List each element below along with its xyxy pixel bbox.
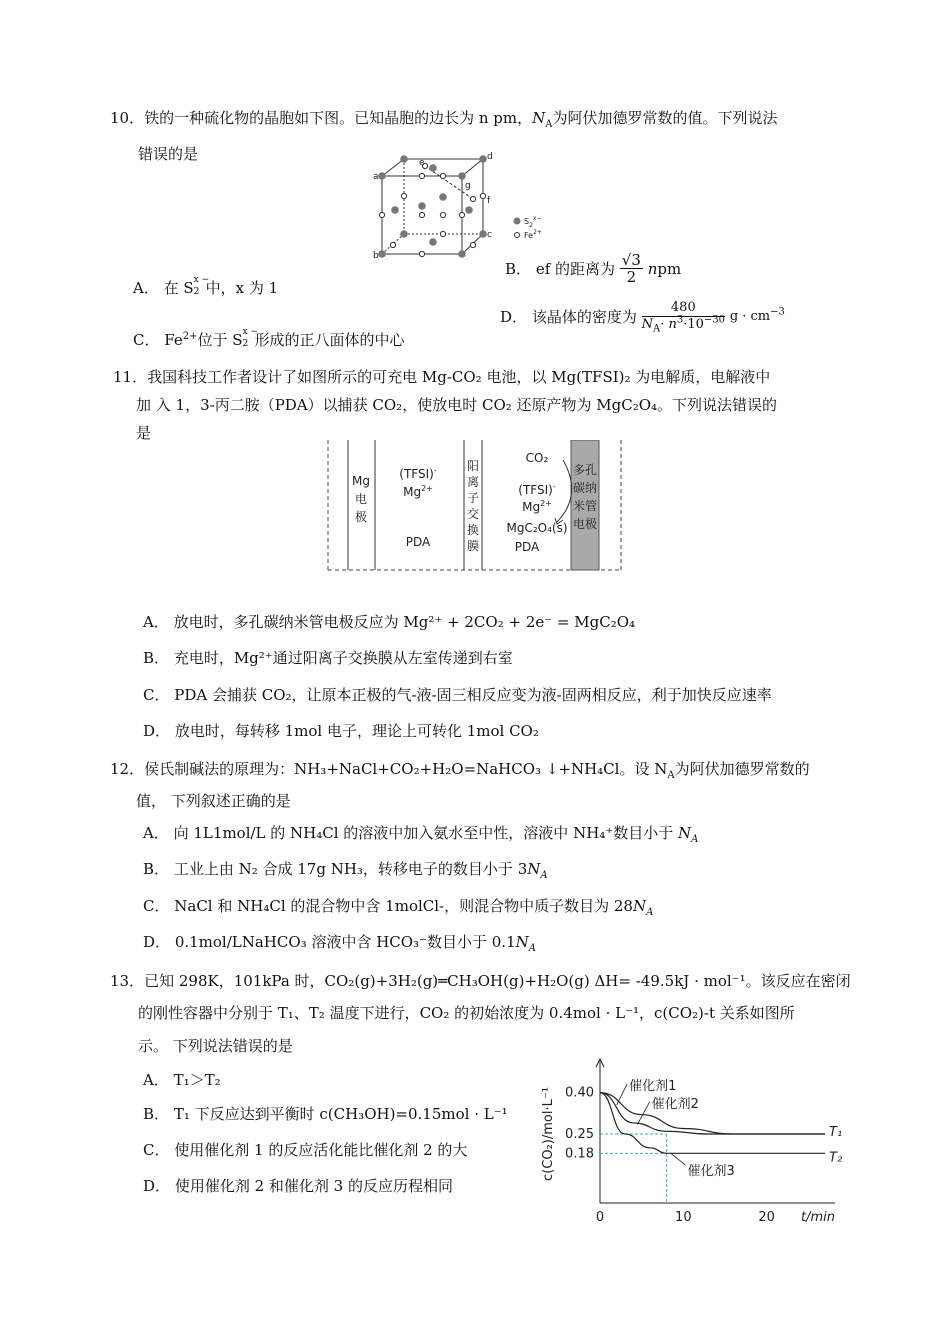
chart-lines <box>600 1084 825 1165</box>
carbon-4: 电极 <box>572 517 598 531</box>
membrane-3: 子 <box>466 491 480 505</box>
q13-option-a: A． T₁＞T₂ <box>143 1071 221 1089</box>
q13-stem-line1: 13．已知 298K，101kPa 时，CO₂(g)+3H₂(g)═CH₃OH(g)+H₂O(g) ΔH= -49.5kJ · mol⁻¹。该反应在密闭 <box>110 972 851 990</box>
membrane-1: 阳 <box>466 459 480 473</box>
legend-s: $S_2^{x-}$ <box>524 215 542 229</box>
q13-option-d: D． 使用催化剂 2 和催化剂 3 的反应历程相同 <box>143 1177 453 1195</box>
series-2-pointer <box>638 1102 650 1125</box>
crystal-cell-figure <box>365 150 565 265</box>
q11-stem-line2: 加 入 1，3-丙二胺（PDA）以捕获 CO₂，使放电时 CO₂ 还原产物为 MgC₂O₄。下列说法错误的 <box>136 396 778 414</box>
x-tick-label: 10 <box>675 1210 692 1225</box>
carbon-2: 碳纳 <box>572 481 598 495</box>
q13-stem-line3: 示。 下列说法错误的是 <box>138 1037 293 1055</box>
label-d: d <box>487 152 493 162</box>
mg-electrode-2: 电 <box>354 492 368 506</box>
series-2-label: 催化剂2 <box>651 1096 699 1112</box>
legend-fe: $Fe^{2+}$ <box>524 229 542 240</box>
q10-stem-line2: 错误的是 <box>138 145 199 163</box>
x-tick-label: 20 <box>758 1210 775 1225</box>
x-axis-label: t/min <box>801 1210 835 1225</box>
y-axis-label: c(CO₂)/mol·L⁻¹ <box>541 1087 556 1181</box>
series-1-pointer <box>617 1084 628 1105</box>
tfsi-left: (TFSI)- <box>399 466 437 481</box>
q13-option-b: B． T₁ 下反应达到平衡时 c(CH₃OH)=0.15mol · L⁻¹ <box>143 1105 508 1123</box>
mg2-right: $Mg^{2+}$ <box>522 499 552 514</box>
label-a: a <box>373 172 379 182</box>
battery-figure <box>325 440 625 572</box>
q11-option-d: D． 放电时，每转移 1mol 电子，理论上可转化 1mol CO₂ <box>143 722 539 740</box>
membrane-2: 离 <box>466 475 480 489</box>
q12-stem-line1: 12．侯氏制碱法的原理为：NH₃+NaCl+CO₂+H₂O=NaHCO₃ ↓+NH₄Cl。设 $N_A$为阿伏加德罗常数的 <box>110 760 810 781</box>
q13-stem-line2: 的刚性容器中分别于 T₁、T₂ 温度下进行，CO₂ 的初始浓度为 0.4mol · L⁻¹，c(CO₂)-t 关系如图所 <box>138 1004 795 1022</box>
q10-option-d: D． 该晶体的密度为 $\frac{480}{N_A\cdot n^3\cdot 10^{-30}}$ $g \cdot cm^{-3}$ <box>500 300 785 335</box>
membrane-6: 膜 <box>466 539 480 553</box>
y-tick-label: 0.40 <box>565 1085 594 1101</box>
label-g: g <box>465 181 471 191</box>
q11-option-a: A． 放电时，多孔碳纳米管电极反应为 Mg²⁺ + 2CO₂ + 2e⁻ = MgC₂O₄ <box>143 613 636 631</box>
label-c: c <box>487 230 492 240</box>
tfsi-right: (TFSI)- <box>518 482 556 497</box>
pda-left: PDA <box>405 535 431 549</box>
q12-option-d: D． 0.1mol/LNaHCO₃ 溶液中含 HCO₃⁻数目小于 $0.1N_A$ <box>143 933 536 954</box>
mgc2o4-right: MgC₂O₄(s) <box>506 521 568 535</box>
q11-stem-line3: 是 <box>136 424 152 442</box>
y-tick-label: 0.18 <box>565 1146 594 1162</box>
pda-right: PDA <box>514 540 540 554</box>
q13-option-c: C． 使用催化剂 1 的反应活化能比催化剂 2 的大 <box>143 1141 468 1159</box>
q11-option-c: C． PDA 会捕获 CO₂，让原本正极的气-液-固三相反应变为液-固两相反应，利于加快反应速率 <box>143 686 772 704</box>
mg-electrode-3: 极 <box>354 510 368 524</box>
series-3-label: 催化剂3 <box>687 1164 735 1180</box>
q12-option-a: A． 向 1L1mol/L 的 NH₄Cl 的溶液中加入氨水至中性，溶液中 NH₄⁺数目小于 $N_A$ <box>143 824 699 845</box>
q10-stem-line1: 10．铁的一种硫化物的晶胞如下图。已知晶胞的边长为 n pm，$N_A$为阿伏加德罗常数的值。下列说法 <box>110 109 778 130</box>
membrane-4: 交 <box>466 507 480 521</box>
y-tick-label: 0.25 <box>565 1127 594 1142</box>
q11-stem-line1: 11．我国科技工作者设计了如图所示的可充电 Mg-CO₂ 电池，以 Mg(TFSI)₂ 为电解质，电解液中 <box>113 368 771 386</box>
concentration-chart <box>530 1055 845 1230</box>
series-3-pointer <box>671 1153 686 1165</box>
q10-option-c: C． $Fe^{2+}$位于 S x − 2 形成的正八面体的中心 <box>133 327 405 349</box>
q10-option-b: B． ef 的距离为 $\frac{√3}{2}$ npm <box>505 251 682 286</box>
q12-option-b: B． 工业上由 N₂ 合成 17g NH₃，转移电子的数目小于 $3N_A$ <box>143 860 548 881</box>
q11-option-b: B． 充电时，Mg²⁺通过阳离子交换膜从左室传递到右室 <box>143 649 513 667</box>
label-e: e <box>419 158 425 168</box>
co2-right: CO₂ <box>525 451 549 465</box>
q10-option-a: A． 在 S x − 2 中，x 为 1 <box>133 275 279 297</box>
carbon-1: 多孔 <box>572 463 598 477</box>
chart-guides <box>600 1134 667 1203</box>
q12-option-c: C． NaCl 和 NH₄Cl 的混合物中含 1molCl-，则混合物中质子数目为 $28N_A$ <box>143 897 654 918</box>
membrane-5: 换 <box>466 523 480 537</box>
q12-stem-line2: 值， 下列叙述正确的是 <box>136 792 291 810</box>
mg-electrode-1: Mg <box>352 474 370 488</box>
mg2-left: $Mg^{2+}$ <box>403 484 433 499</box>
series-1-line <box>600 1093 825 1134</box>
label-b: b <box>373 251 379 261</box>
series-1-end-label: T₁ <box>829 1125 843 1140</box>
label-f: f <box>487 196 491 206</box>
carbon-3: 米管 <box>572 499 598 513</box>
x-tick-label: 0 <box>595 1210 605 1225</box>
series-3-end-label: T₂ <box>829 1150 843 1166</box>
series-1-label: 催化剂1 <box>629 1078 677 1094</box>
